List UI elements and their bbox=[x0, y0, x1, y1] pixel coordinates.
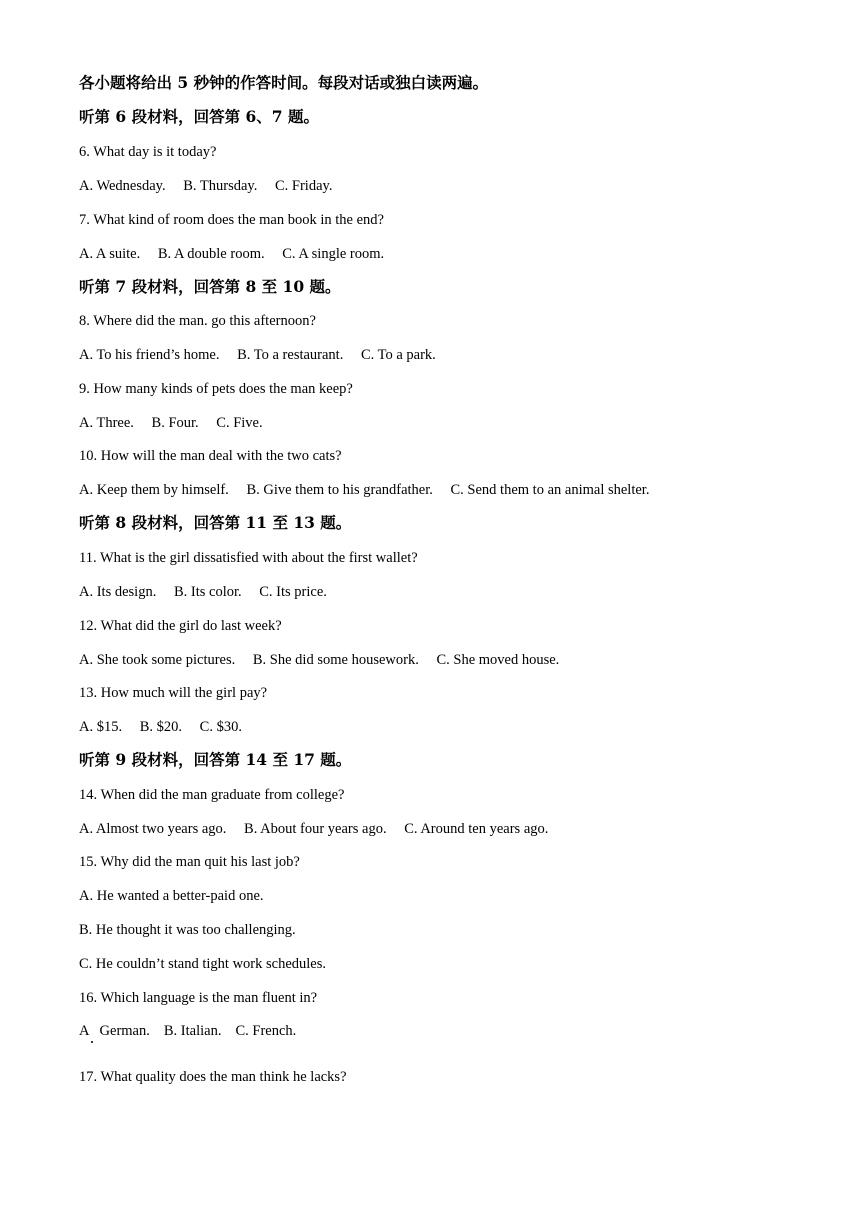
question-text: 16. Which language is the man fluent in? bbox=[79, 990, 318, 1006]
option-b: B. She did some housework. bbox=[252, 652, 419, 668]
options-row bbox=[79, 718, 242, 736]
option-b: B. He thought it was too challenging. bbox=[79, 922, 296, 938]
option-a: A. Three. bbox=[79, 415, 134, 431]
instructions-text: 各小题将给出 5 秒钟的作答时间。每段对话或独白读两遍。 bbox=[79, 73, 489, 92]
option-c: C. Its price. bbox=[259, 584, 327, 600]
option-b: B. Italian. bbox=[163, 1023, 222, 1039]
question-text: 15. Why did the man quit his last job? bbox=[79, 854, 300, 870]
option-c: C. To a park. bbox=[360, 347, 436, 363]
stray-dot bbox=[91, 1041, 93, 1043]
option-a: A. Almost two years ago. bbox=[79, 821, 227, 837]
option-c: C. Around ten years ago. bbox=[404, 821, 549, 837]
options-row bbox=[79, 414, 263, 432]
option-c: C. $30. bbox=[199, 719, 242, 735]
section-heading: 听第 9 段材料，回答第 14 至 17 题。 bbox=[79, 750, 352, 769]
option-c: C. Five. bbox=[216, 415, 263, 431]
option-b: B. Thursday. bbox=[183, 178, 258, 194]
question-text: 9. How many kinds of pets does the man keep? bbox=[79, 381, 353, 397]
option-c: C. Send them to an animal shelter. bbox=[450, 482, 650, 498]
question-text: 12. What did the girl do last week? bbox=[79, 618, 282, 634]
options-row bbox=[79, 481, 649, 499]
option-a: A German. bbox=[79, 1023, 150, 1039]
option-a: A. A suite. bbox=[79, 246, 141, 262]
option-c: C. He couldn’t stand tight work schedules. bbox=[79, 956, 327, 972]
option-a: A. To his friend’s home. bbox=[79, 347, 220, 363]
question-text: 6. What day is it today? bbox=[79, 144, 217, 160]
options-row bbox=[79, 245, 384, 263]
option-b: B. About four years ago. bbox=[244, 821, 387, 837]
options-row bbox=[79, 177, 332, 195]
options-row bbox=[79, 651, 559, 669]
options-row bbox=[79, 1022, 296, 1040]
option-b: B. Give them to his grandfather. bbox=[246, 482, 433, 498]
option-a: A. She took some pictures. bbox=[79, 652, 236, 668]
option-c: C. A single room. bbox=[282, 246, 385, 262]
option-c: C. French. bbox=[235, 1023, 297, 1039]
option-a: A. Keep them by himself. bbox=[79, 482, 229, 498]
option-b: B. Four. bbox=[151, 415, 199, 431]
option-a: A. $15. bbox=[79, 719, 123, 735]
question-text: 14. When did the man graduate from college? bbox=[79, 787, 345, 803]
question-text: 11. What is the girl dissatisfied with about the first wallet? bbox=[79, 550, 418, 566]
option-b: B. To a restaurant. bbox=[237, 347, 344, 363]
option-a: A. Its design. bbox=[79, 584, 157, 600]
section-heading: 听第 6 段材料，回答第 6、7 题。 bbox=[79, 107, 319, 126]
option-a: A. Wednesday. bbox=[79, 178, 166, 194]
option-c: C. Friday. bbox=[274, 178, 333, 194]
options-row bbox=[79, 820, 548, 838]
option-b: B. $20. bbox=[139, 719, 183, 735]
options-row bbox=[79, 346, 436, 364]
options-row bbox=[79, 583, 327, 601]
question-text: 10. How will the man deal with the two cats? bbox=[79, 448, 342, 464]
question-text: 13. How much will the girl pay? bbox=[79, 685, 268, 701]
option-c: C. She moved house. bbox=[436, 652, 560, 668]
option-a: A. He wanted a better-paid one. bbox=[79, 888, 264, 904]
option-b: B. Its color. bbox=[173, 584, 242, 600]
section-heading: 听第 7 段材料，回答第 8 至 10 题。 bbox=[79, 277, 341, 296]
question-text: 17. What quality does the man think he lacks? bbox=[79, 1069, 347, 1085]
question-text: 7. What kind of room does the man book in the end? bbox=[79, 212, 384, 228]
section-heading: 听第 8 段材料，回答第 11 至 13 题。 bbox=[79, 513, 352, 532]
question-text: 8. Where did the man. go this afternoon? bbox=[79, 313, 316, 329]
option-b: B. A double room. bbox=[157, 246, 265, 262]
